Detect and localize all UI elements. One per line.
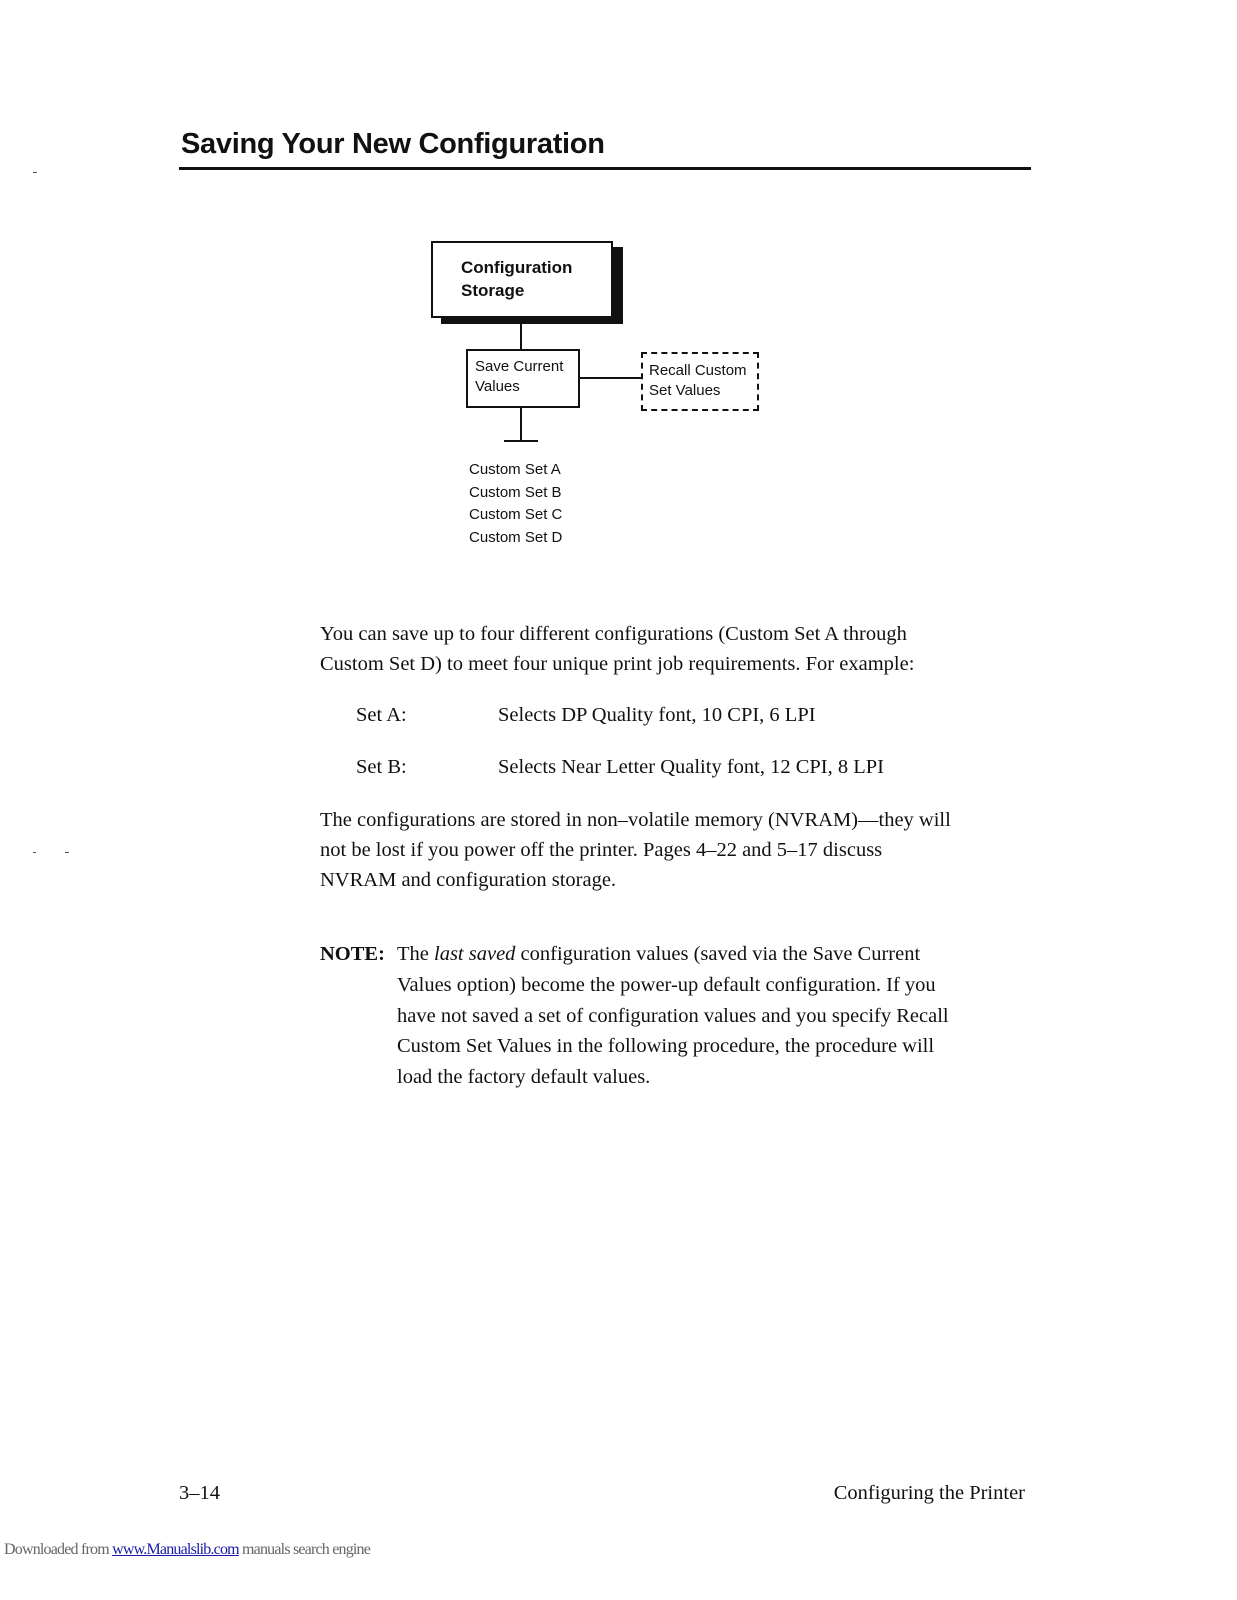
example-value-set-a: Selects DP Quality font, 10 CPI, 6 LPI [498, 704, 816, 726]
scan-speck [65, 852, 69, 853]
page-heading: Saving Your New Configuration [181, 128, 605, 160]
recall-custom-set-values-label [649, 361, 757, 401]
nvram-line: The configurations are stored in non–volatile memory (NVRAM)—they will [320, 809, 951, 831]
example-label-set-a: Set A: [356, 704, 407, 726]
section-title: Configuring the Printer [833, 1482, 1025, 1504]
connector-save-to-recall [580, 377, 641, 379]
note-label: NOTE: [320, 943, 385, 965]
note-line: Custom Set Values in the following procedure, the procedure will [397, 1035, 935, 1058]
example-label-set-b: Set B: [356, 756, 407, 778]
custom-set-item: Custom Set C [469, 506, 563, 524]
note-line: have not saved a set of configuration values and you specify Recall [397, 1004, 949, 1027]
banner-suffix: manuals search engine [238, 1541, 371, 1558]
nvram-paragraph [320, 805, 1020, 895]
nvram-line: not be lost if you power off the printer. Pages 4–22 and 5–17 discuss [320, 839, 883, 861]
page-number: 3–14 [179, 1482, 220, 1504]
configuration-storage-line2: Storage [461, 281, 525, 300]
save-current-values-line2: Values [475, 378, 520, 395]
download-banner [4, 1541, 370, 1559]
banner-prefix: Downloaded from [4, 1541, 113, 1558]
note-line1-post: configuration values (saved via the Save Current [520, 943, 921, 965]
manualslib-link[interactable]: www.Manualslib.com [112, 1541, 239, 1558]
example-value-set-b: Selects Near Letter Quality font, 12 CPI, 8 LPI [498, 756, 884, 778]
save-current-values-line1: Save Current [475, 358, 564, 375]
note-line: Values option) become the power-up default configuration. If you [397, 973, 936, 996]
configuration-storage-label [461, 256, 601, 302]
heading-rule [179, 167, 1031, 170]
recall-custom-line1: Recall Custom [649, 362, 747, 379]
note-emphasis: last saved [434, 943, 516, 965]
intro-line: You can save up to four different configurations (Custom Set A through [320, 623, 907, 645]
custom-set-item: Custom Set B [469, 483, 562, 501]
note-line: load the factory default values. [397, 1066, 651, 1089]
save-current-values-label [475, 357, 575, 397]
note-line [320, 939, 1000, 970]
nvram-line: NVRAM and configuration storage. [320, 869, 617, 891]
intro-line: Custom Set D) to meet four unique print job requirements. For example: [320, 653, 915, 675]
note-line1-pre: The [397, 943, 429, 965]
custom-set-list [469, 459, 562, 550]
connector-save-to-sets [520, 406, 522, 441]
configuration-storage-line1: Configuration [461, 258, 573, 277]
intro-paragraph [320, 619, 1020, 679]
connector-main-to-save [520, 316, 522, 349]
custom-set-item: Custom Set A [469, 461, 561, 478]
note-block [320, 939, 1000, 1093]
custom-set-item: Custom Set D [469, 529, 563, 547]
connector-tee-bar [504, 440, 538, 442]
scan-speck [33, 852, 36, 853]
scan-speck [33, 172, 37, 173]
recall-custom-line2: Set Values [649, 382, 721, 399]
